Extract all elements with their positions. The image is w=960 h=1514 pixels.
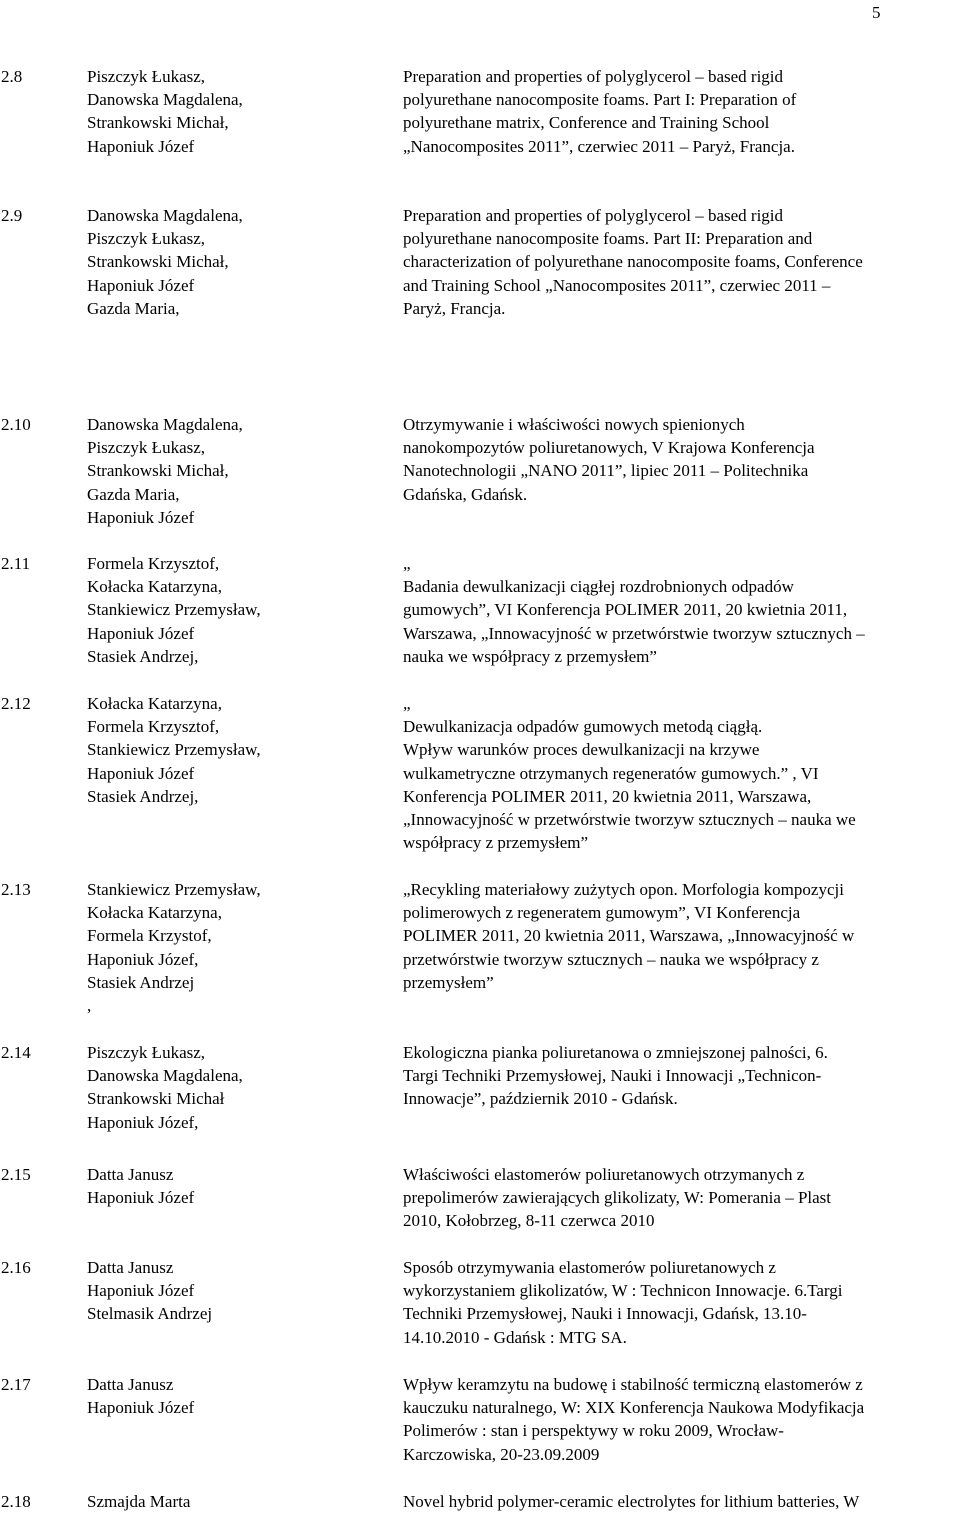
entry-authors [87,1256,387,1326]
author-name: Strankowski Michał, [87,252,229,272]
entry-title: Wpływ keramzytu na budowę i stabilność termiczną elastomerów z kauczuku naturalnego, W: XIX Konferencja Naukowa Modyfikacja Polimerów : stan i perspektywy w roku 2009, Wrocław- Karczowiska, 20-23.09.2009 [403,1375,865,1464]
entry-number: 2.11 [1,554,31,573]
entry-number: 2.13 [1,880,31,899]
entry-authors [87,204,387,320]
entry-authors [87,413,387,529]
entry-authors [87,1041,387,1134]
author-name: Stasiek Andrzej, [87,786,199,806]
entry-number: 2.10 [1,415,31,434]
author-name: Formela Krzysztof, [87,717,220,737]
entry-title: Sposób otrzymywania elastomerów poliuretanowych z wykorzystaniem glikolizatów, W : Technicon Innowacje. 6.Targi Techniki Przemysłowej, Nauki i Innowacji, Gdańsk, 13.10- 14.10.2010 - Gdańsk : MTG SA. [403,1258,843,1347]
entry-number: 2.8 [1,67,23,86]
author-name: Haponiuk Józef [87,136,195,156]
author-name: Gazda Maria, [87,298,180,318]
entry-title: Novel hybrid polymer-ceramic electrolytes for lithium batteries, W [403,1492,860,1511]
entry-authors [87,1373,387,1419]
entry-authors [87,692,387,808]
author-name: Stasiek Andrzej [87,972,195,992]
author-name: Stelmasik Andrzej [87,1304,213,1324]
author-name: Danowska Magdalena, [87,415,243,434]
author-name: Strankowski Michał, [87,461,229,481]
author-name: Formela Krzystof, [87,926,212,946]
entry-authors [87,1163,387,1209]
author-name: Stankiewicz Przemysław, [87,880,261,899]
page-number: 5 [872,3,881,22]
entry-authors [87,65,387,158]
author-name: Piszczyk Łukasz, [87,438,206,458]
entry-number: 2.12 [1,694,31,713]
author-name: Datta Janusz [87,1375,174,1394]
author-name: Datta Janusz [87,1165,174,1184]
entry-title: Preparation and properties of polyglycerol – based rigid polyurethane nanocomposite foams. Part I: Preparation of polyurethane matrix, Conference and Training School „Nanocomposites 2011”, czerwiec 2011 – Paryż, Francja. [403,67,797,156]
author-name: Kołacka Katarzyna, [87,577,222,597]
entry-authors [87,878,387,1017]
author-name: Kołacka Katarzyna, [87,694,222,713]
author-name: Strankowski Michał, [87,113,229,133]
entry-title: Właściwości elastomerów poliuretanowych otrzymanych z prepolimerów zawierających glikolizaty, W: Pomerania – Plast 2010, Kołobrzeg, 8-11 czerwca 2010 [403,1165,832,1231]
entry-title: „ Badania dewulkanizacji ciągłej rozdrobnionych odpadów gumowych”, VI Konferencja POLIMER 2011, 20 kwietnia 2011, Warszawa, „Innowacyjność w przetwórstwie tworzyw sztucznych – nauka we współpracy z przemysłem” [403,554,865,666]
author-name: Szmajda Marta [87,1492,191,1511]
entry-number: 2.16 [1,1258,31,1277]
entry-number: 2.17 [1,1375,31,1394]
entry-number: 2.15 [1,1165,31,1184]
author-name: Gazda Maria, [87,484,180,504]
author-name: Stankiewicz Przemysław, [87,740,261,760]
author-name: Datta Janusz [87,1258,174,1277]
entry-title: Otrzymywanie i właściwości nowych spienionych nanokompozytów poliuretanowych, V Krajowa Konferencja Nanotechnologii „NANO 2011”, lipiec 2011 – Politechnika Gdańska, Gdańsk. [403,415,815,504]
entry-number: 2.14 [1,1043,31,1062]
entry-number: 2.9 [1,206,23,225]
entry-authors [87,552,387,668]
author-name: Haponiuk Józef [87,1398,195,1418]
author-name: Haponiuk Józef [87,763,195,783]
entry-title: Ekologiczna pianka poliuretanowa o zmniejszonej palności, 6. Targi Techniki Przemysłowej, Nauki i Innowacji „Technicon- Innowacje”, październik 2010 - Gdańsk. [403,1043,828,1109]
author-name: Haponiuk Józef, [87,949,199,969]
author-name: Stasiek Andrzej, [87,646,199,666]
author-name: Piszczyk Łukasz, [87,67,206,86]
author-name: Danowska Magdalena, [87,90,243,110]
author-name: Haponiuk Józef [87,623,195,643]
author-name: Haponiuk Józef [87,1188,195,1208]
author-name: Strankowski Michał [87,1089,225,1109]
author-name: Haponiuk Józef [87,507,195,527]
author-name: Stankiewicz Przemysław, [87,600,261,620]
author-name: Haponiuk Józef [87,1281,195,1301]
author-name: Piszczyk Łukasz, [87,229,206,249]
entry-title: „Recykling materiałowy zużytych opon. Morfologia kompozycji polimerowych z regeneratem gumowym”, VI Konferencja POLIMER 2011, 20 kwietnia 2011, Warszawa, „Innowacyjność w przetwórstwie tworzyw sztucznych – nauka we współpracy z przemysłem” [403,880,855,992]
author-name: Haponiuk Józef [87,275,195,295]
author-name: Piszczyk Łukasz, [87,1043,206,1062]
author-name: Formela Krzysztof, [87,554,220,573]
entry-title: Preparation and properties of polyglycerol – based rigid polyurethane nanocomposite foams. Part II: Preparation and characterization of polyurethane nanocomposite foams, Conference and Training School „Nanocomposites 2011”, czerwiec 2011 – Paryż, Francja. [403,206,863,318]
author-name: Danowska Magdalena, [87,206,243,225]
entry-number: 2.18 [1,1492,31,1511]
author-name: Danowska Magdalena, [87,1066,243,1086]
author-name: Haponiuk Józef, [87,1112,199,1132]
author-name: , [87,996,92,1016]
entry-authors [87,1490,387,1513]
entry-title: „ Dewulkanizacja odpadów gumowych metodą ciągłą. Wpływ warunków proces dewulkanizacji na krzywe wulkametryczne otrzymanych regeneratów gumowych.” , VI Konferencja POLIMER 2011, 20 kwietnia 2011, Warszawa, „Innowacyjność w przetwórstwie tworzyw sztucznych – nauka we współpracy z przemysłem” [403,694,856,853]
author-name: Kołacka Katarzyna, [87,903,222,923]
